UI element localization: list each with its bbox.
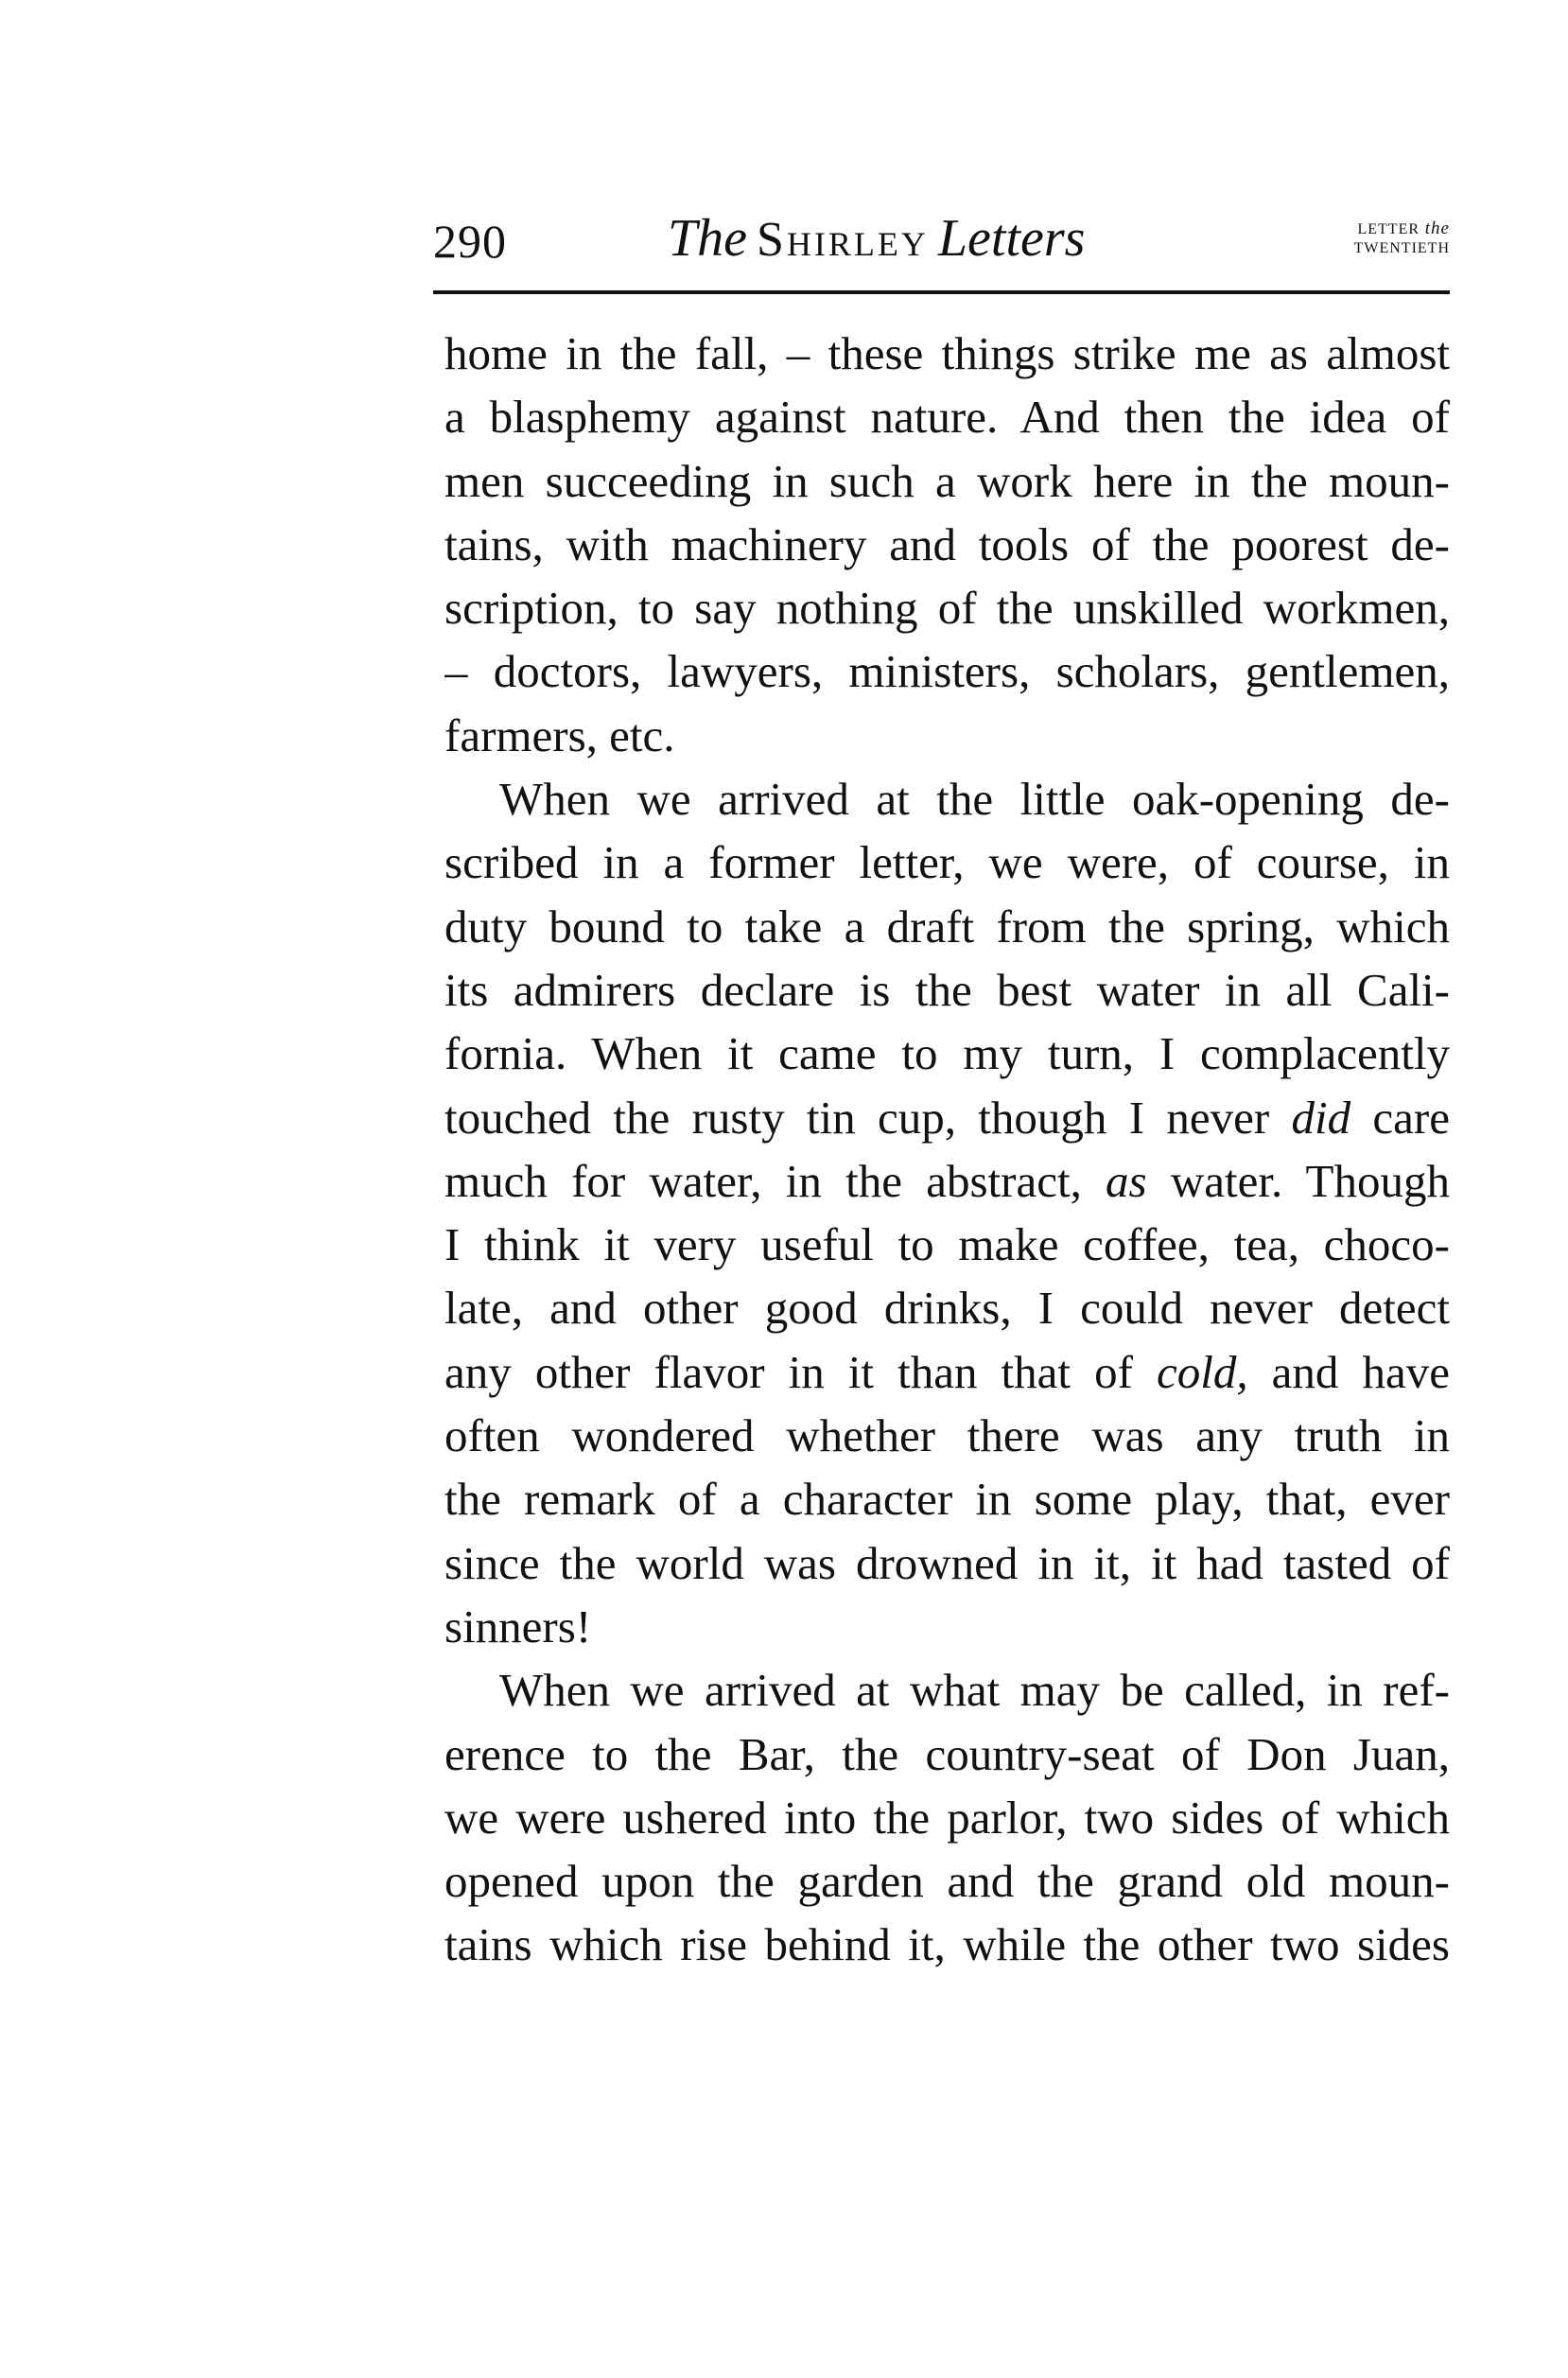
text-line: duty bound to take a draft from the spring, which xyxy=(444,900,1450,953)
text-segment: care xyxy=(1350,1091,1450,1144)
italic-word: cold, xyxy=(1156,1345,1248,1398)
text-segment: touched the rusty tin cup, though I never xyxy=(444,1091,1292,1144)
text-line: men succeeding in such a work here in the moun- xyxy=(444,454,1450,507)
text-line: sinners! xyxy=(444,1600,592,1652)
text-line: its admirers declare is the best water in all Cali- xyxy=(444,963,1450,1016)
text-line: farmers, etc. xyxy=(444,708,675,761)
book-title-name: Shirley xyxy=(757,213,929,267)
text-line: often wondered whether there was any truth in xyxy=(444,1409,1450,1462)
text-line xyxy=(444,1340,1450,1404)
page-number: 290 xyxy=(433,215,507,268)
text-line: since the world was drowned in it, it had tasted of xyxy=(444,1536,1450,1589)
text-line: late, and other good drinks, I could never detect xyxy=(444,1282,1450,1335)
book-title xyxy=(668,208,1085,269)
text-line: we were ushered into the parlor, two sides of which xyxy=(444,1791,1450,1844)
text-line: tains, with machinery and tools of the poorest de- xyxy=(444,517,1450,570)
text-line: the remark of a character in some play, that, ever xyxy=(444,1473,1450,1526)
chapter-mark xyxy=(1280,219,1450,258)
text-line: scribed in a former letter, we were, of course, in xyxy=(444,836,1450,889)
italic-word: did xyxy=(1291,1091,1351,1144)
text-line: I think it very useful to make coffee, tea, choco- xyxy=(444,1218,1450,1271)
chapter-mark-line2: TWENTIETH xyxy=(1353,240,1450,256)
text-line: fornia. When it came to my turn, I complacently xyxy=(444,1027,1450,1080)
text-line: home in the fall, – these things strike me as almost xyxy=(444,327,1450,379)
text-line xyxy=(444,1149,1450,1213)
text-line: a blasphemy against nature. And then the idea of xyxy=(444,391,1450,444)
chapter-mark-the: the xyxy=(1424,219,1450,238)
text-line: opened upon the garden and the grand old moun- xyxy=(444,1855,1450,1908)
book-title-the: The xyxy=(668,209,747,268)
text-segment: much for water, in the abstract, xyxy=(444,1154,1106,1207)
book-title-letters: Letters xyxy=(937,209,1086,268)
header-rule xyxy=(433,290,1450,294)
text-line: tains which rise behind it, while the other two sides xyxy=(444,1918,1450,1971)
italic-word: as xyxy=(1106,1154,1147,1207)
text-line: – doctors, lawyers, ministers, scholars, gentlemen, xyxy=(444,645,1450,698)
chapter-mark-letter: LETTER xyxy=(1357,221,1420,237)
chapter-mark-line1 xyxy=(1280,219,1450,239)
text-line: When we arrived at the little oak-opening de- xyxy=(499,773,1450,826)
text-line: scription, to say nothing of the unskilled workmen, xyxy=(444,582,1450,635)
text-segment: any other flavor in it than that of xyxy=(444,1345,1157,1398)
text-segment: water. Though xyxy=(1146,1154,1450,1207)
running-head xyxy=(433,199,1450,284)
text-line: When we arrived at what may be called, in ref- xyxy=(499,1664,1450,1717)
text-line xyxy=(444,1086,1450,1149)
text-segment: and have xyxy=(1247,1345,1450,1398)
body-text xyxy=(444,322,1450,1977)
text-line: erence to the Bar, the country-seat of Don Juan, xyxy=(444,1727,1450,1780)
